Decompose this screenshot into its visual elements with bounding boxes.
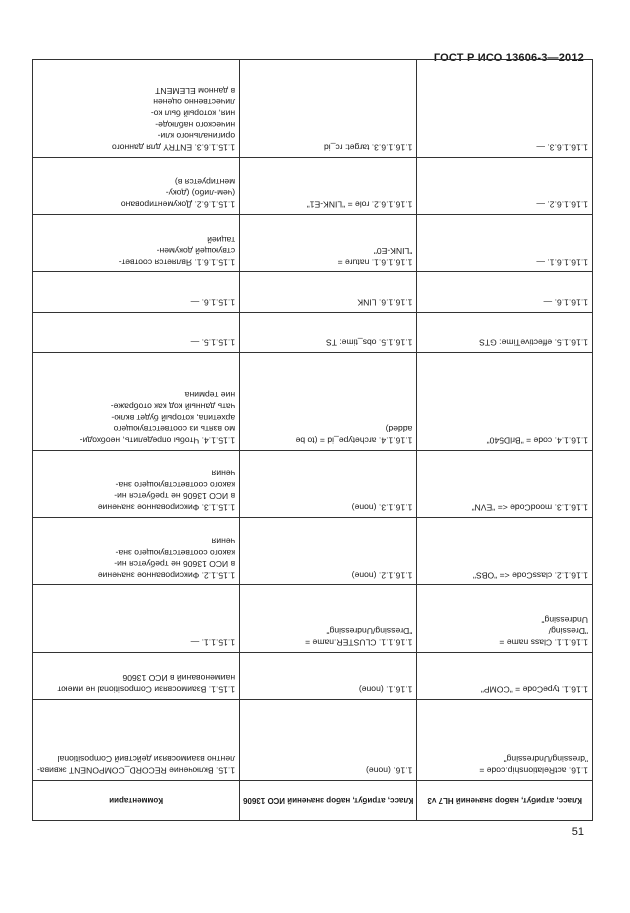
table-cell-hl7: 1.16.1.3. moodCode <= "EVN"	[417, 450, 593, 517]
table-cell-iso: 1.16.1.3. (none)	[240, 450, 417, 517]
table-cell-comment: 1.15.1.2. Фиксированное значение в ИСО 13606 не требуется ни- какого соответствующего зна- чения	[33, 517, 240, 584]
table-cell-iso: 1.16.1.4. archetype_id = (to be added)	[240, 352, 417, 450]
table-cell-comment: 1.15.1.6.3. ENTRY для данного оригинального кли- нического наблюде- ния, который был ко- личественно оценен в данном ELEMENT	[33, 60, 240, 158]
column-header: Класс, атрибут, набор значений HL7 v3	[417, 780, 593, 820]
table-cell-hl7: 1.16.1.6.2. —	[417, 157, 593, 214]
table-cell-comment: 1.15.1.1. —	[33, 585, 240, 652]
table-band-hl7	[417, 60, 593, 821]
mapping-table	[32, 59, 593, 821]
table-cell-iso: 1.16.1.1. CLUSTER.name = "Dressing/Undressing"	[240, 585, 417, 652]
table-cell-hl7: 1.16. actRelationship.code = "dressing/Undressing"	[417, 699, 593, 780]
table-cell-hl7: 1.16.1.6.3. —	[417, 60, 593, 158]
page-number: 51	[571, 826, 584, 838]
table-band-iso	[240, 60, 417, 821]
table-cell-iso: 1.16.1.6. LINK	[240, 272, 417, 312]
document-header: ГОСТ Р ИСО 13606-3—2012	[433, 52, 584, 64]
table-cell-comment: 1.15.1.5. —	[33, 312, 240, 352]
table-cell-iso: 1.16.1.2. (none)	[240, 517, 417, 584]
table-cell-hl7: 1.16.1. typeCode = "COMP"	[417, 652, 593, 699]
column-header: Класс, атрибут, набор значений ИСО 13606	[240, 780, 417, 820]
table-band-comment	[33, 60, 240, 821]
table-cell-iso: 1.16.1.6.3. target: rc_id	[240, 60, 417, 158]
table-cell-hl7: 1.16.1.6. —	[417, 272, 593, 312]
table-cell-comment: 1.15.1.6. —	[33, 272, 240, 312]
table-cell-iso: 1.16.1. (none)	[240, 652, 417, 699]
table-cell-comment: 1.15.1. Взаимосвязи Compositional не имеют наименований в ИСО 13606	[33, 652, 240, 699]
table-cell-iso: 1.16.1.5. obs_time: TS	[240, 312, 417, 352]
table-cell-iso: 1.16.1.6.2. role = "LINK-E1"	[240, 157, 417, 214]
table-cell-iso: 1.16.1.6.1. nature = "LINK-E0"	[240, 214, 417, 271]
table-cell-hl7: 1.16.1.4. code = "BrlD540"	[417, 352, 593, 450]
table-cell-comment: 1.15. Включение RECORD_COMPONENT эквива- лентно взаимосвязи действий Compositional	[33, 699, 240, 780]
table-cell-iso: 1.16. (none)	[240, 699, 417, 780]
rotated-table-container	[32, 59, 589, 821]
table-cell-hl7: 1.16.1.6.1. —	[417, 214, 593, 271]
table-cell-hl7: 1.16.1.1. Class name = "Dressing/ Undressing"	[417, 585, 593, 652]
table-cell-comment: 1.15.1.4. Чтобы определить, необходи- мо взять из соответствующего архетипа, который будет вклю- чать данный код как отображе- ние термина	[33, 352, 240, 450]
table-cell-comment: 1.15.1.6.1. Является соответ- ствующей докумен- тацией	[33, 214, 240, 271]
table-cell-hl7: 1.16.1.2. classCode <= "OBS"	[417, 517, 593, 584]
column-header: Комментарии	[33, 780, 240, 820]
table-cell-hl7: 1.16.1.5. effectiveTime: GTS	[417, 312, 593, 352]
table-cell-comment: 1.15.1.3. Фиксированное значение в ИСО 13606 не требуется ни- какого соответствующего зна- чения	[33, 450, 240, 517]
table-cell-comment: 1.15.1.6.2. Документировано (чем-либо) (доку- ментируется в)	[33, 157, 240, 214]
